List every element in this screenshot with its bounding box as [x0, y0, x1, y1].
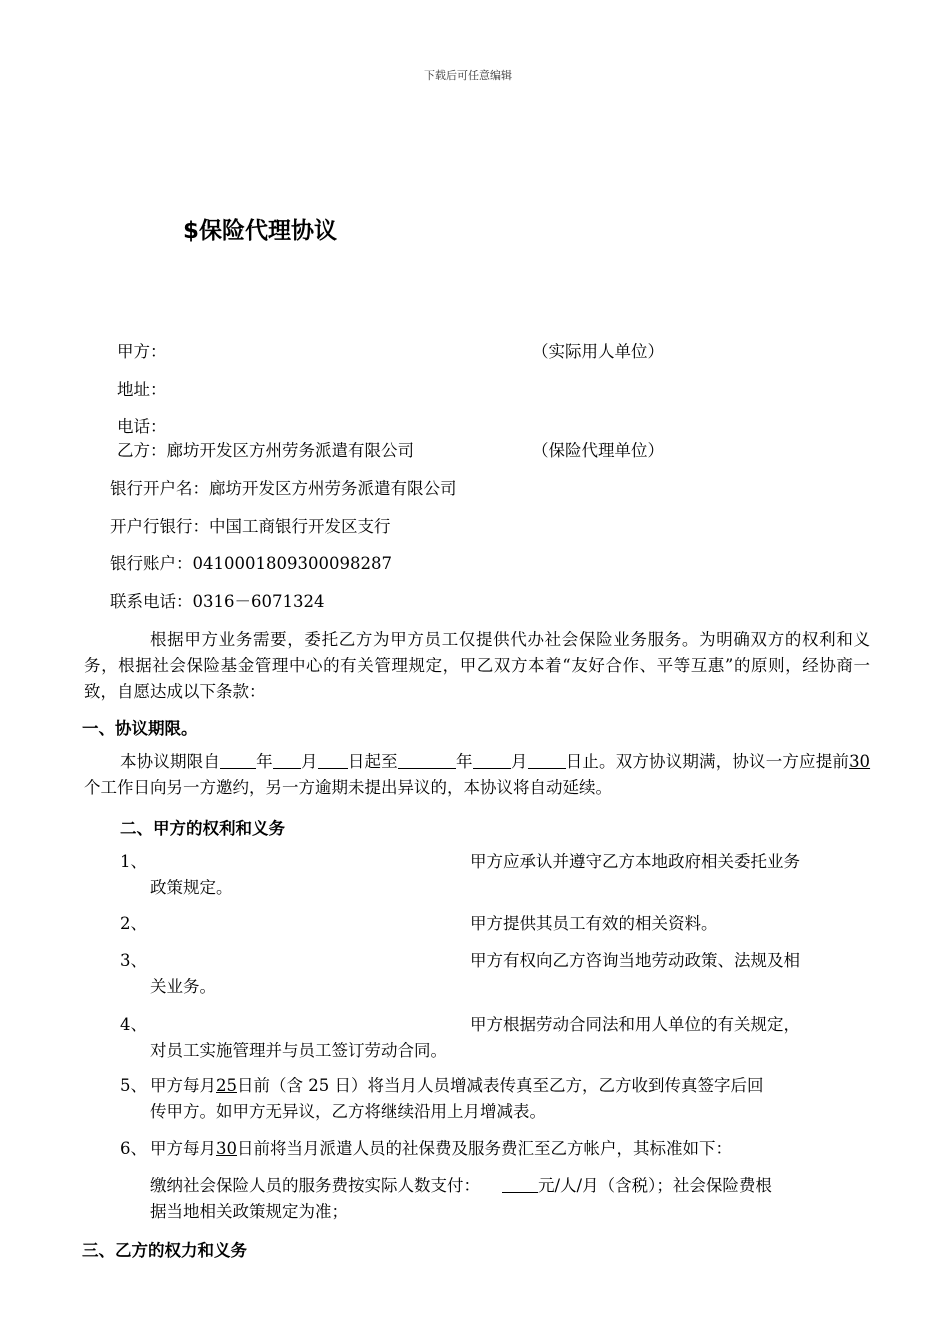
term-month2-label: 月	[510, 752, 528, 771]
blank-end-year	[398, 752, 456, 769]
list-item	[120, 1073, 870, 1125]
item-text: 甲方每月	[150, 1139, 216, 1158]
item-text: 甲方有权向乙方咨询当地劳动政策、法规及相	[470, 951, 800, 970]
item-continuation: 政策规定。	[150, 878, 233, 897]
item-number: 4、	[120, 1015, 147, 1034]
item-continuation: 对员工实施管理并与员工签订劳动合同。	[150, 1041, 447, 1060]
section-1-heading: 一、协议期限。	[82, 719, 198, 738]
blank-service-fee	[502, 1176, 538, 1193]
item-number: 6、	[120, 1139, 147, 1158]
item-text-b: 日前将当月派遣人员的社保费及服务费汇至乙方帐户，其标准如下：	[237, 1139, 732, 1158]
list-item	[120, 1136, 870, 1162]
fee-text-b: 元/人/月（含税）；社会保险费根	[538, 1176, 772, 1195]
header-note: 下载后可任意编辑	[424, 69, 512, 82]
party-b-line: 乙方：廊坊开发区方州劳务派遣有限公司	[117, 441, 414, 460]
section-1-paragraph	[84, 749, 870, 801]
item-text-b: 日前（含 25 日）将当月人员增减表传真至乙方，乙方收到传真签字后回	[237, 1076, 764, 1095]
list-item	[120, 948, 870, 1000]
party-b-phone: 联系电话：0316－6071324	[110, 592, 325, 611]
fax-deadline-day: 25	[216, 1076, 237, 1095]
party-a-role: （实际用人单位）	[532, 342, 664, 361]
item-text: 甲方应承认并遵守乙方本地政府相关委托业务	[470, 852, 800, 871]
fee-text-a: 缴纳社会保险人员的服务费按实际人数支付：	[150, 1176, 480, 1195]
list-item	[120, 1012, 870, 1064]
blank-start-month	[273, 752, 301, 769]
party-b-bank: 开户行银行：中国工商银行开发区支行	[110, 517, 391, 536]
blank-start-year	[220, 752, 256, 769]
intro-paragraph	[84, 627, 870, 705]
item-continuation: 关业务。	[150, 977, 216, 996]
list-item	[120, 911, 870, 937]
party-b-account: 银行账户：0410001809300098287	[110, 554, 392, 573]
item-number: 2、	[120, 914, 147, 933]
party-a-phone-label: 电话：	[117, 417, 167, 436]
item-number: 1、	[120, 852, 147, 871]
notice-days: 30	[849, 752, 871, 771]
party-b-account-name: 银行开户名：廊坊开发区方州劳务派遣有限公司	[110, 479, 457, 498]
term-year-label: 年	[256, 752, 273, 771]
payment-deadline-day: 30	[216, 1139, 237, 1158]
term-year2-label: 年	[455, 752, 473, 771]
intro-text: 根据甲方业务需要，委托乙方为甲方员工仅提供代办社会保险业务服务。为明确双方的权利和义务，根据社会保险基金管理中心的有关管理规定，甲乙双方本着“友好合作、平等互惠”的原则，经协商一致，自愿达成以下条款：	[84, 630, 870, 701]
blank-end-month	[473, 752, 511, 769]
item-text: 甲方每月	[150, 1076, 216, 1095]
party-a-label: 甲方：	[117, 342, 167, 361]
list-item	[120, 849, 870, 901]
section-3-heading: 三、乙方的权力和义务	[82, 1241, 247, 1260]
section-2-heading: 二、甲方的权利和义务	[120, 819, 285, 838]
term-month-label: 月	[300, 752, 318, 771]
party-b-role: （保险代理单位）	[532, 441, 664, 460]
item-continuation: 传甲方。如甲方无异议，乙方将继续沿用上月增减表。	[150, 1102, 546, 1121]
blank-end-day	[528, 752, 566, 769]
term-end-text: 日止。双方协议期满，协议一方应提前	[565, 752, 850, 771]
item-number: 5、	[120, 1076, 147, 1095]
blank-start-day	[318, 752, 348, 769]
item-text: 甲方提供其员工有效的相关资料。	[470, 914, 718, 933]
party-a-address-label: 地址：	[117, 380, 167, 399]
fee-paragraph	[120, 1173, 870, 1225]
term-tail-text: 个工作日向另一方邀约，另一方逾期未提出异议的，本协议将自动延续。	[84, 778, 612, 797]
term-start-label: 本协议期限自	[120, 752, 220, 771]
item-text: 甲方根据劳动合同法和用人单位的有关规定，	[470, 1015, 800, 1034]
fee-continuation: 据当地相关政策规定为准；	[150, 1202, 348, 1221]
document-title: $保险代理协议	[183, 218, 338, 244]
term-from-label: 日起至	[347, 752, 398, 771]
item-number: 3、	[120, 951, 147, 970]
